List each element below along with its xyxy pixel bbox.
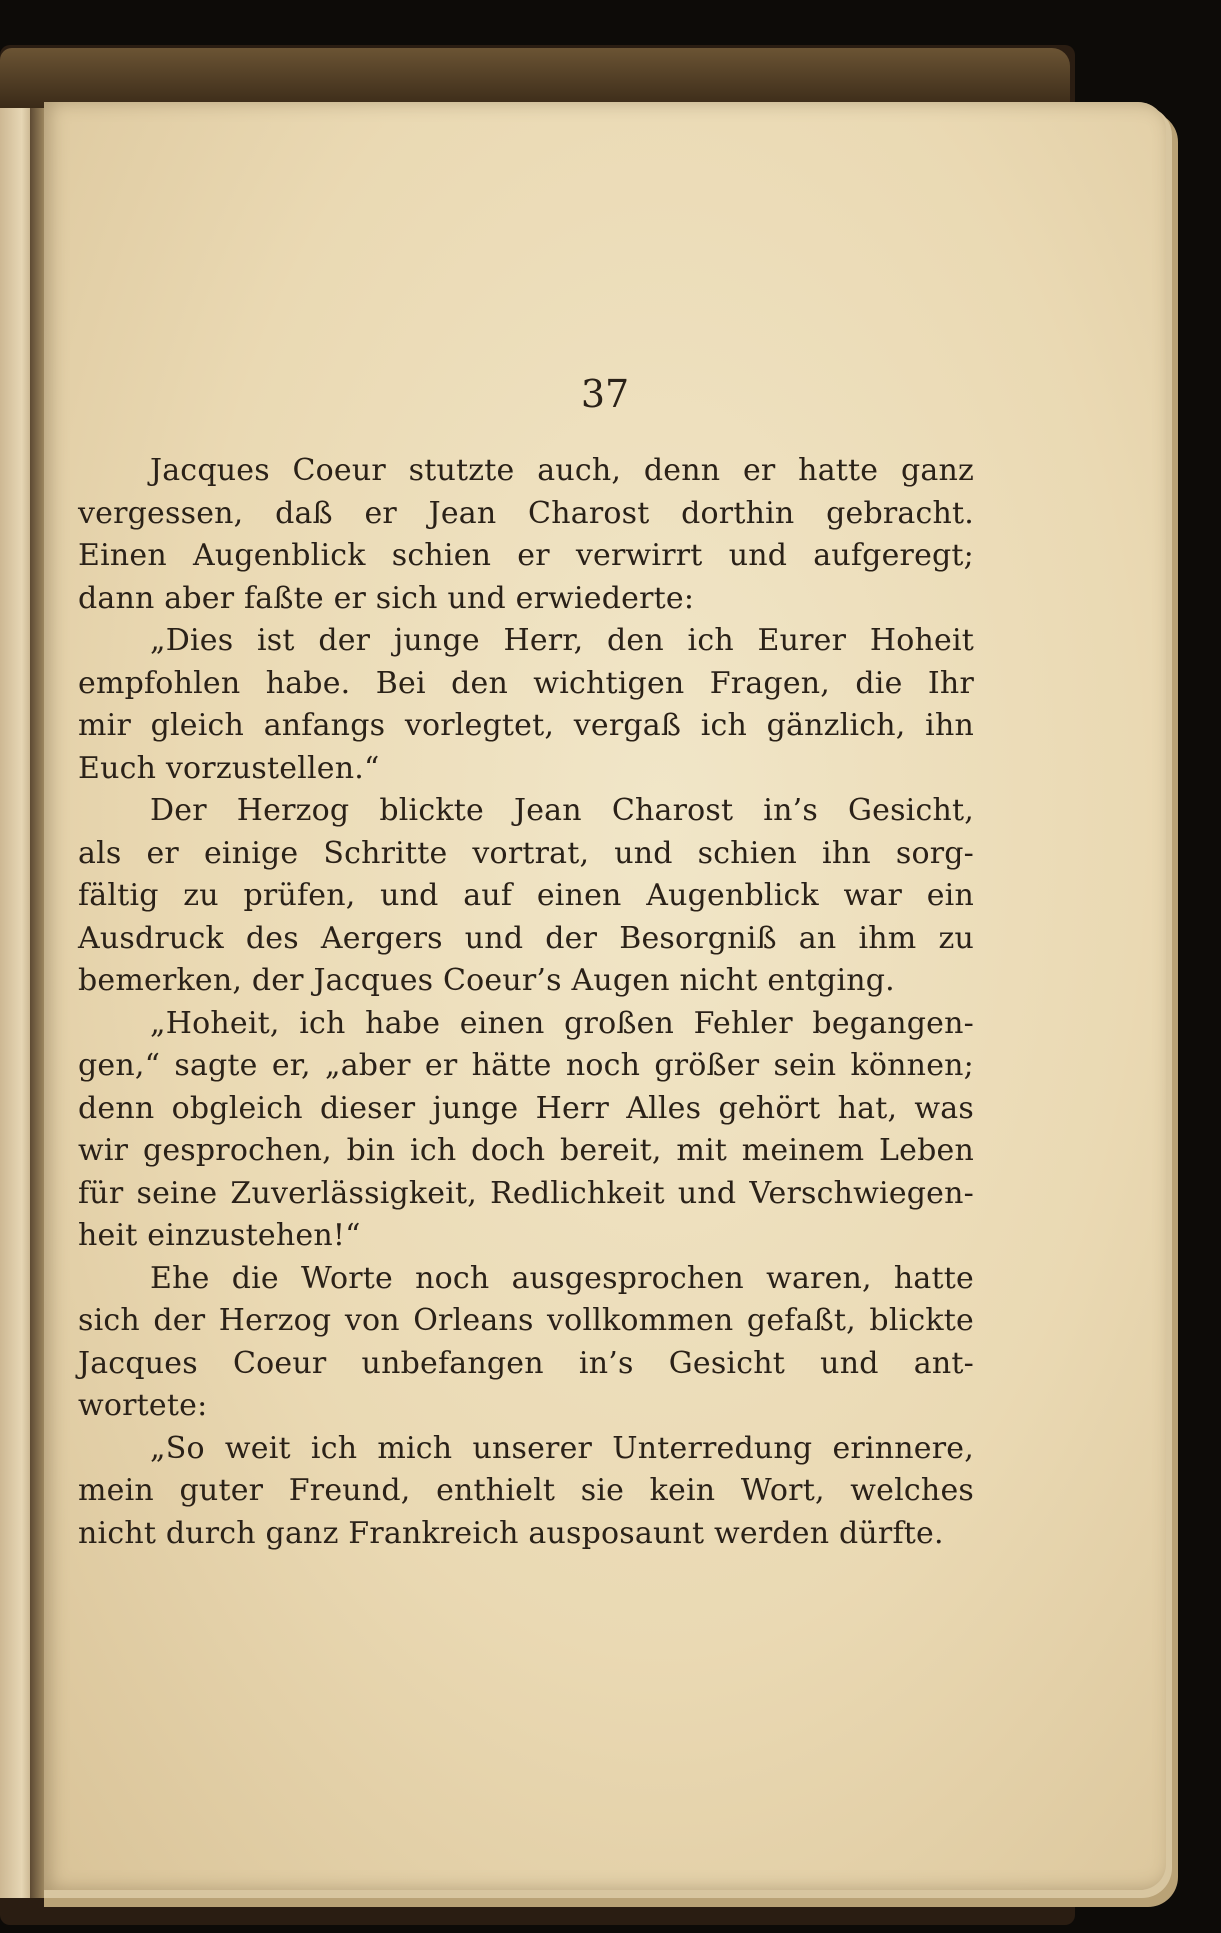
page-number: 37 xyxy=(580,372,630,416)
text-line: gen,“ sagte er, „aber er hätte noch größer sein können; xyxy=(78,1048,974,1083)
text-line: vergessen, daß er Jean Charost dorthin gebracht. xyxy=(78,495,974,531)
book-page xyxy=(44,102,1166,1890)
text-line: als er einige Schritte vortrat, und schien ihn sorg- xyxy=(78,835,974,871)
text-line: heit einzustehen!“ xyxy=(78,1218,361,1253)
text-line: Ehe die Worte noch ausgesprochen waren, hatte xyxy=(150,1260,974,1296)
text-line: mein guter Freund, enthielt sie kein Wort, welches xyxy=(78,1473,974,1508)
text-line: Jacques Coeur stutzte auch, denn er hatte ganz xyxy=(150,453,974,488)
text-line: Euch vorzustellen.“ xyxy=(78,750,380,786)
text-line: „Dies ist der junge Herr, den ich Eurer Hoheit xyxy=(150,623,974,658)
text-line: bemerken, der Jacques Coeur’s Augen nicht entging. xyxy=(78,963,895,998)
text-line: denn obgleich dieser junge Herr Alles gehört hat, was xyxy=(78,1090,974,1126)
text-line: sich der Herzog von Orleans vollkommen gefaßt, blickte xyxy=(78,1303,974,1338)
text-line: „So weit ich mich unserer Unterredung erinnere, xyxy=(150,1430,974,1466)
text-line: für seine Zuverlässigkeit, Redlichkeit und Verschwiegen- xyxy=(78,1175,974,1211)
text-line: empfohlen habe. Bei den wichtigen Fragen, die Ihr xyxy=(78,665,974,701)
page-text xyxy=(78,450,974,1555)
text-line: Der Herzog blickte Jean Charost in’s Gesicht, xyxy=(150,793,974,828)
book-gutter xyxy=(30,108,44,1898)
text-line: fältig zu prüfen, und auf einen Augenblick war ein xyxy=(78,878,974,913)
book-cover-top xyxy=(0,48,1070,108)
text-line: wir gesprochen, bin ich doch bereit, mit meinem Leben xyxy=(78,1133,974,1168)
text-line: dann aber faßte er sich und erwiederte: xyxy=(78,580,695,616)
text-line: wortete: xyxy=(78,1388,208,1423)
text-line: nicht durch ganz Frankreich ausposaunt werden dürfte. xyxy=(78,1515,944,1551)
text-line: „Hoheit, ich habe einen großen Fehler begangen- xyxy=(150,1005,974,1041)
text-line: Jacques Coeur unbefangen in’s Gesicht und ant- xyxy=(78,1345,974,1381)
text-line: mir gleich anfangs vorlegtet, vergaß ich gänzlich, ihn xyxy=(78,708,974,743)
text-line: Einen Augenblick schien er verwirrt und aufgeregt; xyxy=(78,538,974,573)
text-line: Ausdruck des Aergers und der Besorgniß an ihm zu xyxy=(78,920,974,956)
